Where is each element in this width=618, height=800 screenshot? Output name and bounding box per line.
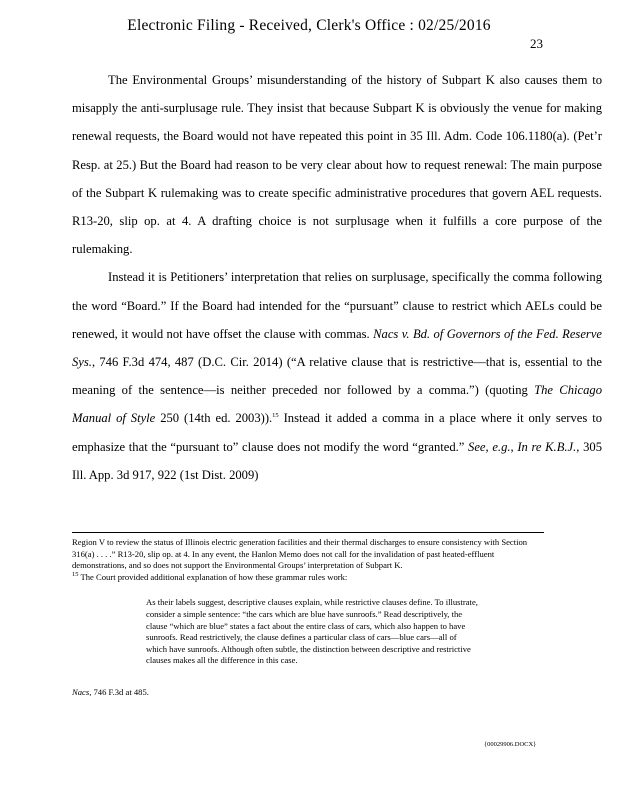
case-citation: In re K.B.J.: [517, 439, 577, 454]
footnote-reference: 15: [272, 412, 279, 420]
signal-citation: See, e.g.: [468, 439, 511, 454]
paragraph-text: Instead it added a comma in a place where it only serves to emphasize that the “pursuant to” clause does not modify the word “granted.”: [72, 411, 602, 454]
citation-text: , 746 F.3d at 485.: [89, 686, 149, 697]
footnote-continued: Region V to review the status of Illinois electric generation facilities and their thermal discharges to ensure consistency with Section 316(a) . . . .” R13-20, slip op. at 4. In any event, the Hanlon Memo does not call for the invalidation of past heated-effluent demonstrations, and so does not support the Environmental Groups’ interpretation of Subpart K.: [72, 537, 528, 571]
filing-stamp-header: Electronic Filing - Received, Clerk's Office : 02/25/2016: [127, 17, 491, 34]
footnote-number: 15: [72, 570, 79, 578]
paragraph-text: , 305 Ill. App. 3d 917, 922 (1st Dist. 2009): [72, 439, 602, 482]
footnotes: [72, 537, 548, 699]
footnote-text: The Court provided additional explanation of how these grammar rules work:: [78, 571, 348, 582]
document-body: [72, 66, 602, 489]
book-citation: The Chicago Manual of Style: [72, 383, 602, 426]
paragraph-text: 250 (14th ed. 2003)).: [155, 411, 273, 426]
block-quote: As their labels suggest, descriptive clauses explain, while restrictive clauses define. To illustrate, consider a simple sentence: “the cars which are blue have sunroofs.” Read descriptively, the clause “which are blue” states a fact about the entire class of cars, which also happen to have sunroofs. Read restrictively, the clause defines a particular class of cars—blue cars—all of which have sunroofs. Although often subtle, the distinction between descriptive and restrictive clauses makes all the difference in this case.: [146, 597, 478, 666]
paragraph-text: ,: [510, 439, 518, 454]
paragraph-text: Instead it is Petitioners’ interpretation that relies on surplusage, specifically the comma following the word “Board.” If the Board had intended for the “pursuant” clause to restrict which AELs could be renewed, it would not have offset the clause with commas.: [72, 270, 602, 341]
case-citation: Nacs v. Bd. of Governors of the Fed. Reserve Sys.: [72, 326, 603, 370]
page-number: 23: [530, 36, 543, 51]
footnote-citation: [72, 687, 548, 699]
case-name: Nacs: [72, 686, 90, 697]
body-paragraph-1: The Environmental Groups’ misunderstanding of the history of Subpart K also causes them to misapply the anti-surplusage rule. They insist that because Subpart K is obviously the venue for making renewal requests, the Board would not have repeated this point in 35 Ill. Adm. Code 106.1180(a). (Pet’r Resp. at 25.) But the Board had reason to be very clear about how to request renewal: The main purpose of the Subpart K rulemaking was to create specific administrative procedures that govern AEL requests. R13-20, slip op. at 4. A drafting choice is not surplusage when it fulfills a core purpose of the rulemaking.: [72, 73, 602, 257]
body-paragraph-2: [72, 263, 602, 489]
paragraph-text: , 746 F.3d 474, 487 (D.C. Cir. 2014) (“A relative clause that is restrictive—that is, essential to the meaning of the sentence—is neither preceded nor followed by a comma.”) (quoting: [72, 355, 602, 398]
footnote-separator: [72, 532, 544, 533]
document-id: {00029906.DOCX}: [484, 741, 537, 748]
footnote-15: [72, 572, 548, 584]
